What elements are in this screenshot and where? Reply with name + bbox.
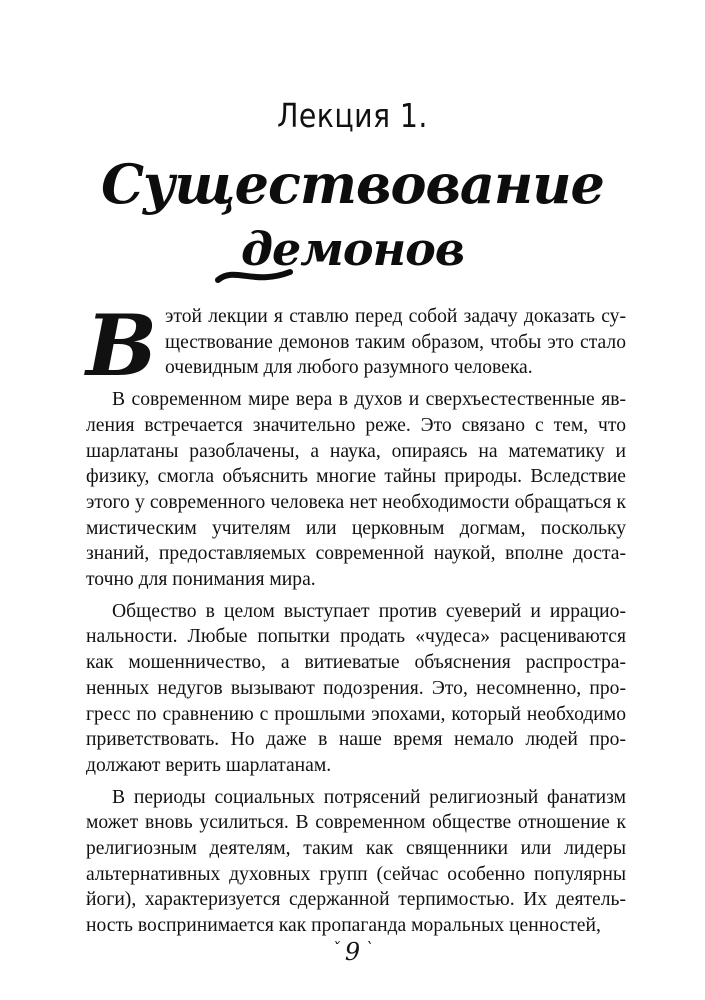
paragraph: Общество в целом выступает против суеверий и иррациональности. Любые попытки продать «чудеса» расцениваются как мошенничество, а витиеватые объяснения распространенных недугов вызывают подозрения. Это, несомненно, прогресс по сравнению с прошлыми эпохами, который необходимо приветствовать. Но даже в наше время немало людей продолжают верить шарлатанам. <box>86 600 626 776</box>
page-number-value: 9 <box>344 938 361 966</box>
lecture-label: Лекция 1. <box>277 96 428 135</box>
paragraph: В современном мире вера в духов и сверхъестественные явления встречается значительно реже. Это связано с тем, что шарлатаны разоблачены, а наука, опираясь на математику и физику, смогла объяснить многие тайны природы. Вследствие этого у современного человека нет необходимости обращаться к мистическим учителям или церковным догмам, поскольку знаний, предоставляемых современной наукой, вполне достаточно для понимания мира. <box>86 389 626 591</box>
paragraph-text: этой лекции я ставлю перед собой задачу доказать существование демонов таким образом, чтобы это стало очевидным для любого разумного человека. <box>165 306 626 379</box>
page-number <box>0 938 705 966</box>
body-text <box>86 296 626 945</box>
page-number-right-ornament: ˋ <box>365 939 374 958</box>
paragraph <box>86 296 626 395</box>
drop-cap: В <box>86 296 157 395</box>
paragraph: В периоды социальных потрясений религиозный фанатизм может вновь усилиться. В современном обществе отношение к религиозным деятелям, таким как священники или лидеры альтернативных духовных групп (сейчас особенно популярны йоги), характеризуется сдержанной терпимостью. Их деятельность воспринимается как пропаганда моральных ценностей, <box>86 786 626 937</box>
chapter-title-line-1: Существование <box>101 152 604 216</box>
chapter-title-line-2: демонов <box>240 222 465 276</box>
page-number-left-ornament: ˇ <box>331 939 340 958</box>
